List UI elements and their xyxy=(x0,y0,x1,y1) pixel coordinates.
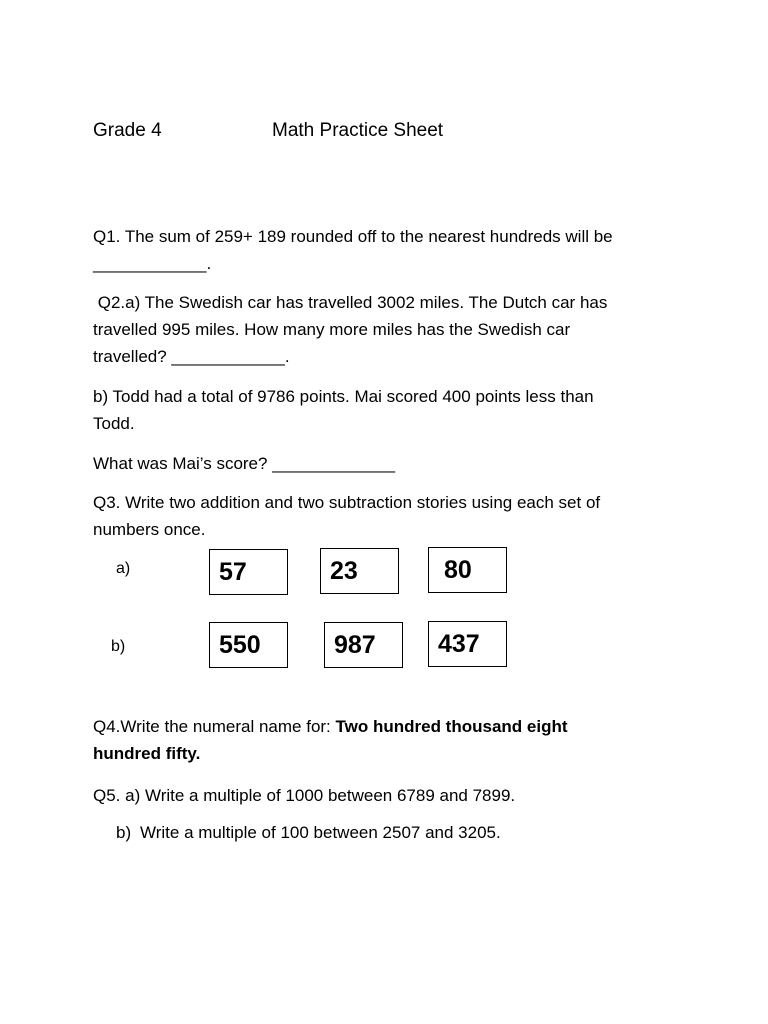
q2b-question: What was Mai’s score? _____________ xyxy=(93,454,396,473)
q4-prefix: Q4.Write the numeral name for: xyxy=(93,717,336,736)
q3-set-a-number-box: 80 xyxy=(428,547,507,593)
q5b-text: Write a multiple of 100 between 2507 and 3205. xyxy=(140,823,501,842)
q3-set-a-number-box: 23 xyxy=(320,548,399,594)
q3-set-a-number-box: 57 xyxy=(209,549,288,595)
q3-text-line1: Q3. Write two addition and two subtraction stories using each set of xyxy=(93,493,601,512)
q3-text-line2: numbers once. xyxy=(93,520,206,539)
grade-label: Grade 4 xyxy=(93,120,162,141)
q3-set-a-label: a) xyxy=(116,560,131,577)
q2a-text-line1: Q2.a) The Swedish car has travelled 3002 miles. The Dutch car has xyxy=(93,293,608,312)
q4-number-words: Two hundred thousand eight xyxy=(335,717,568,736)
q4-number-words-cont: hundred fifty. xyxy=(93,744,201,763)
q3-set-b-label: b) xyxy=(111,638,126,655)
q3-set-b-number-box: 437 xyxy=(428,621,507,667)
q2a-text-line2: travelled 995 miles. How many more miles has the Swedish car xyxy=(93,320,571,339)
q1-answer-blank: ____________. xyxy=(93,254,212,273)
sheet-title: Math Practice Sheet xyxy=(272,120,444,141)
q2b-text-line2: Todd. xyxy=(93,414,135,433)
q3-set-b-number-box: 550 xyxy=(209,622,288,668)
q2a-text-line3: travelled? ____________. xyxy=(93,347,290,366)
q1-text-line1: Q1. The sum of 259+ 189 rounded off to the nearest hundreds will be xyxy=(93,227,613,246)
q5b-label: b) xyxy=(116,823,132,842)
q5a-text: Q5. a) Write a multiple of 1000 between 6789 and 7899. xyxy=(93,786,516,805)
q3-set-b-number-box: 987 xyxy=(324,622,403,668)
q4-text-line1 xyxy=(93,713,568,740)
q2b-text-line1: b) Todd had a total of 9786 points. Mai scored 400 points less than xyxy=(93,387,594,406)
